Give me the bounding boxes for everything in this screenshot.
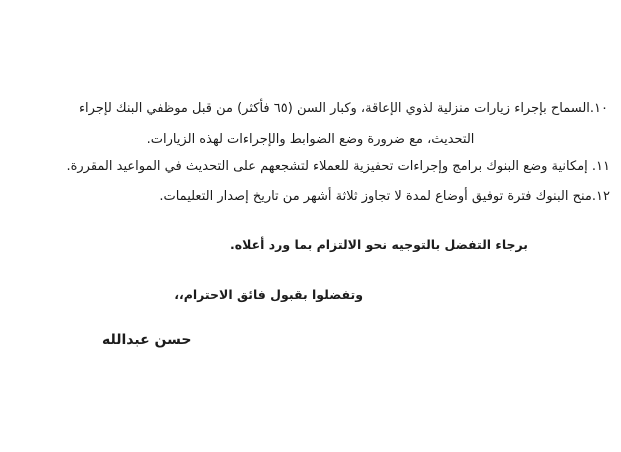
list-item-11: ١١. إمكانية وضع البنوك برامج وإجراءات تحفيزية للعملاء لتشجعهم على التحديث في المواعيد المقررة. <box>66 159 610 174</box>
closing-request-line: برجاء التفضل بالتوجيه نحو الالتزام بما ورد أعلاه. <box>229 237 528 252</box>
list-item-12: ١٢.منح البنوك فترة توفيق أوضاع لمدة لا تجاوز ثلاثة أشهر من تاريخ إصدار التعليمات. <box>159 189 610 204</box>
closing-salutation-line: وتفضلوا بقبول فائق الاحترام،، <box>174 287 363 302</box>
list-item-10-line-2: التحديث، مع ضرورة وضع الضوابط والإجراءات لهذه الزيارات. <box>146 132 475 147</box>
signature-name: حسن عبدالله <box>102 332 192 348</box>
list-item-10-line-1: ١٠.السماح بإجراء زيارات منزلية لذوي الإعاقة، وكبار السن (٦٥ فأكثر) من قبل موظفي البنك لإجراء <box>78 101 608 116</box>
